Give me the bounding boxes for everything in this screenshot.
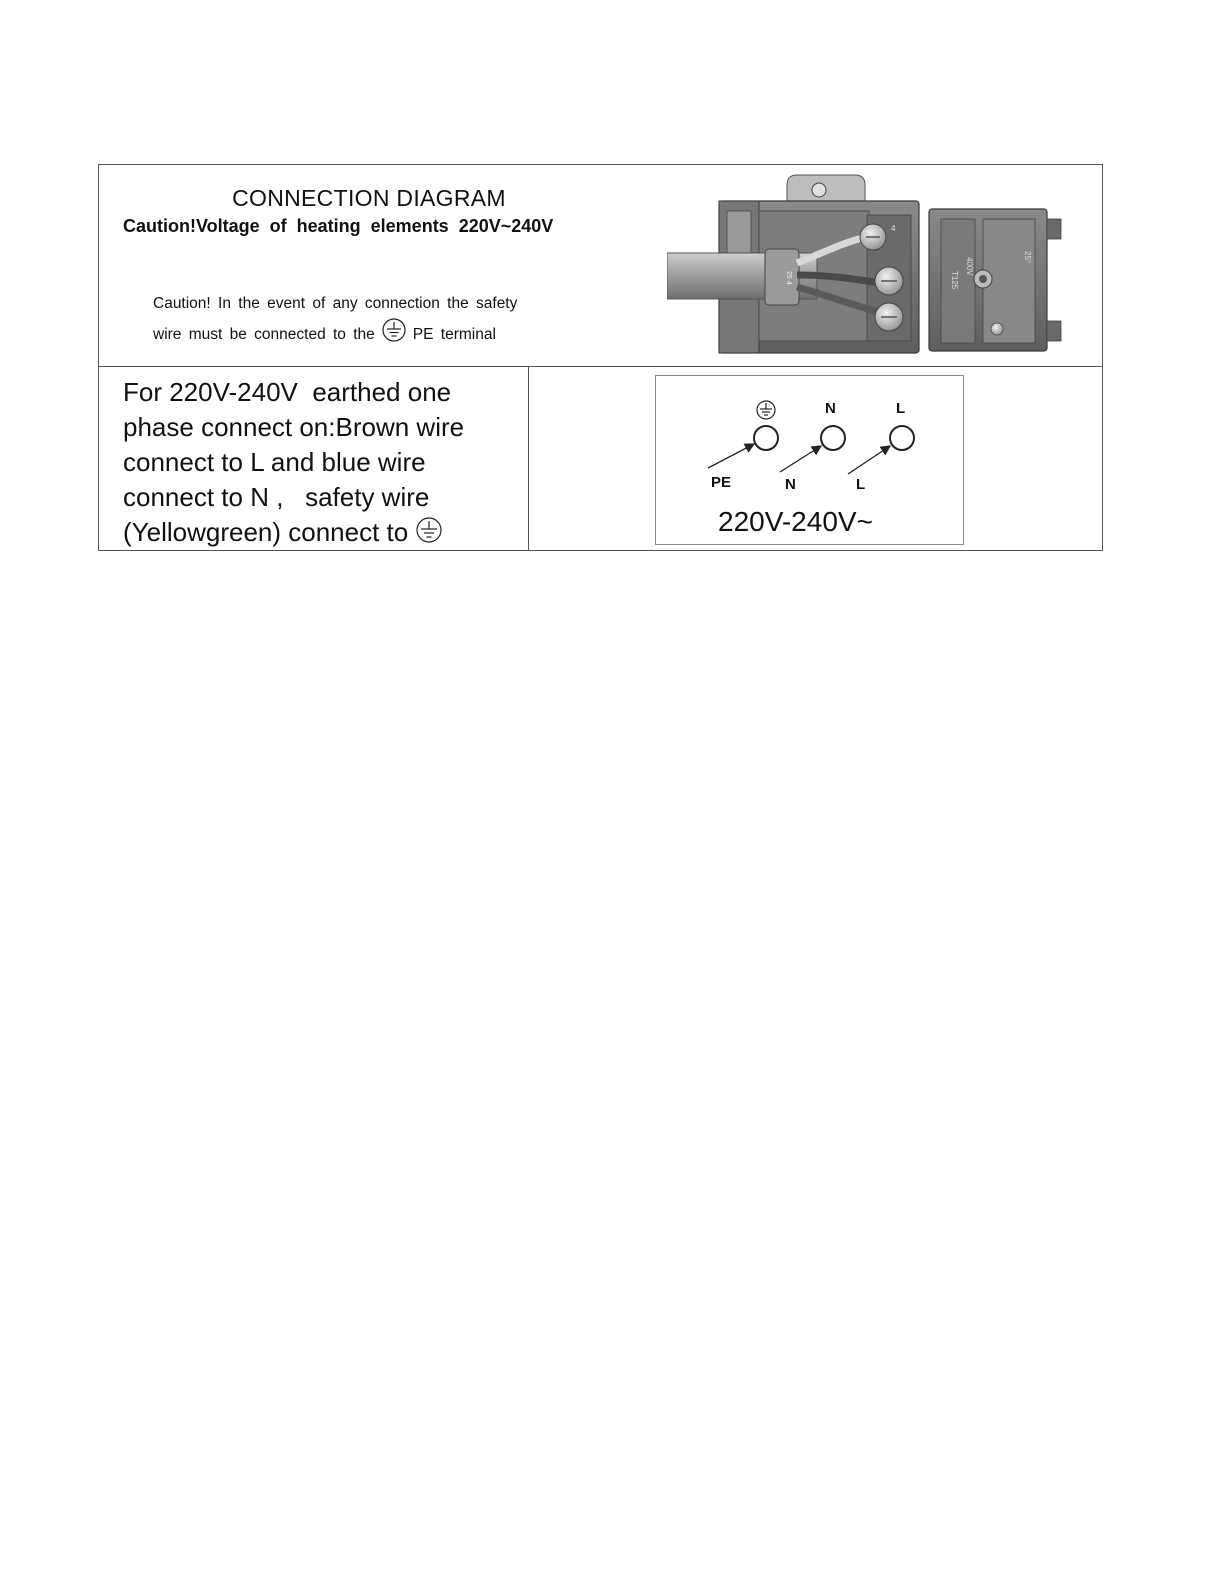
supply-voltage-label: 220V-240V~ [718,506,873,537]
l-arrow [848,446,890,474]
ground-symbol-icon [415,517,443,552]
bottom-label-pe: PE [711,474,732,491]
bottom-label-l: L [856,476,866,493]
top-label-l: L [896,400,906,417]
wiring-diagram-cell [529,367,1103,551]
instruction-line-2: phase connect on:Brown wire [123,412,465,442]
instruction-line-4: connect to N , safety wire [123,482,430,512]
terminal-block-photo [667,171,1067,357]
caution-safety-line2-after: PE terminal [412,326,496,344]
caution-voltage-text: Caution!Voltage of heating elements 220V~240V [123,216,554,236]
bottom-label-n: N [785,476,796,493]
top-row [99,165,1102,367]
photo-mark-1: 4 [891,224,896,233]
diagram-title: CONNECTION DIAGRAM [232,185,506,211]
instruction-line-3: connect to L and blue wire [123,447,426,477]
photo-mark-3: T125 [950,271,959,290]
caution-safety-line1: Caution! In the event of any connection the safety [153,295,518,312]
photo-mark-2: 400V [965,257,974,276]
n-terminal [821,426,845,450]
pe-arrow [708,444,754,468]
ground-symbol-icon [381,318,407,352]
wiring-instructions [123,375,464,552]
l-terminal [890,426,914,450]
wiring-diagram [655,375,964,545]
pe-terminal [754,426,778,450]
caution-safety-line2-before: wire must be connected to the [153,326,375,344]
connection-diagram-table [98,164,1103,551]
instruction-line-1: For 220V-240V earthed one [123,377,452,407]
instructions-cell [99,367,529,551]
n-arrow [780,446,821,472]
photo-mark-4: 25° [1023,251,1032,264]
instruction-line-5-text: (Yellowgreen) connect to [123,517,409,547]
top-label-n: N [825,400,836,417]
instruction-line-5 [123,515,464,552]
caution-safety-text [153,290,517,352]
photo-mark-5: 25 4 [785,271,792,285]
caution-safety-line2 [153,318,517,352]
ground-symbol-icon [757,401,775,419]
